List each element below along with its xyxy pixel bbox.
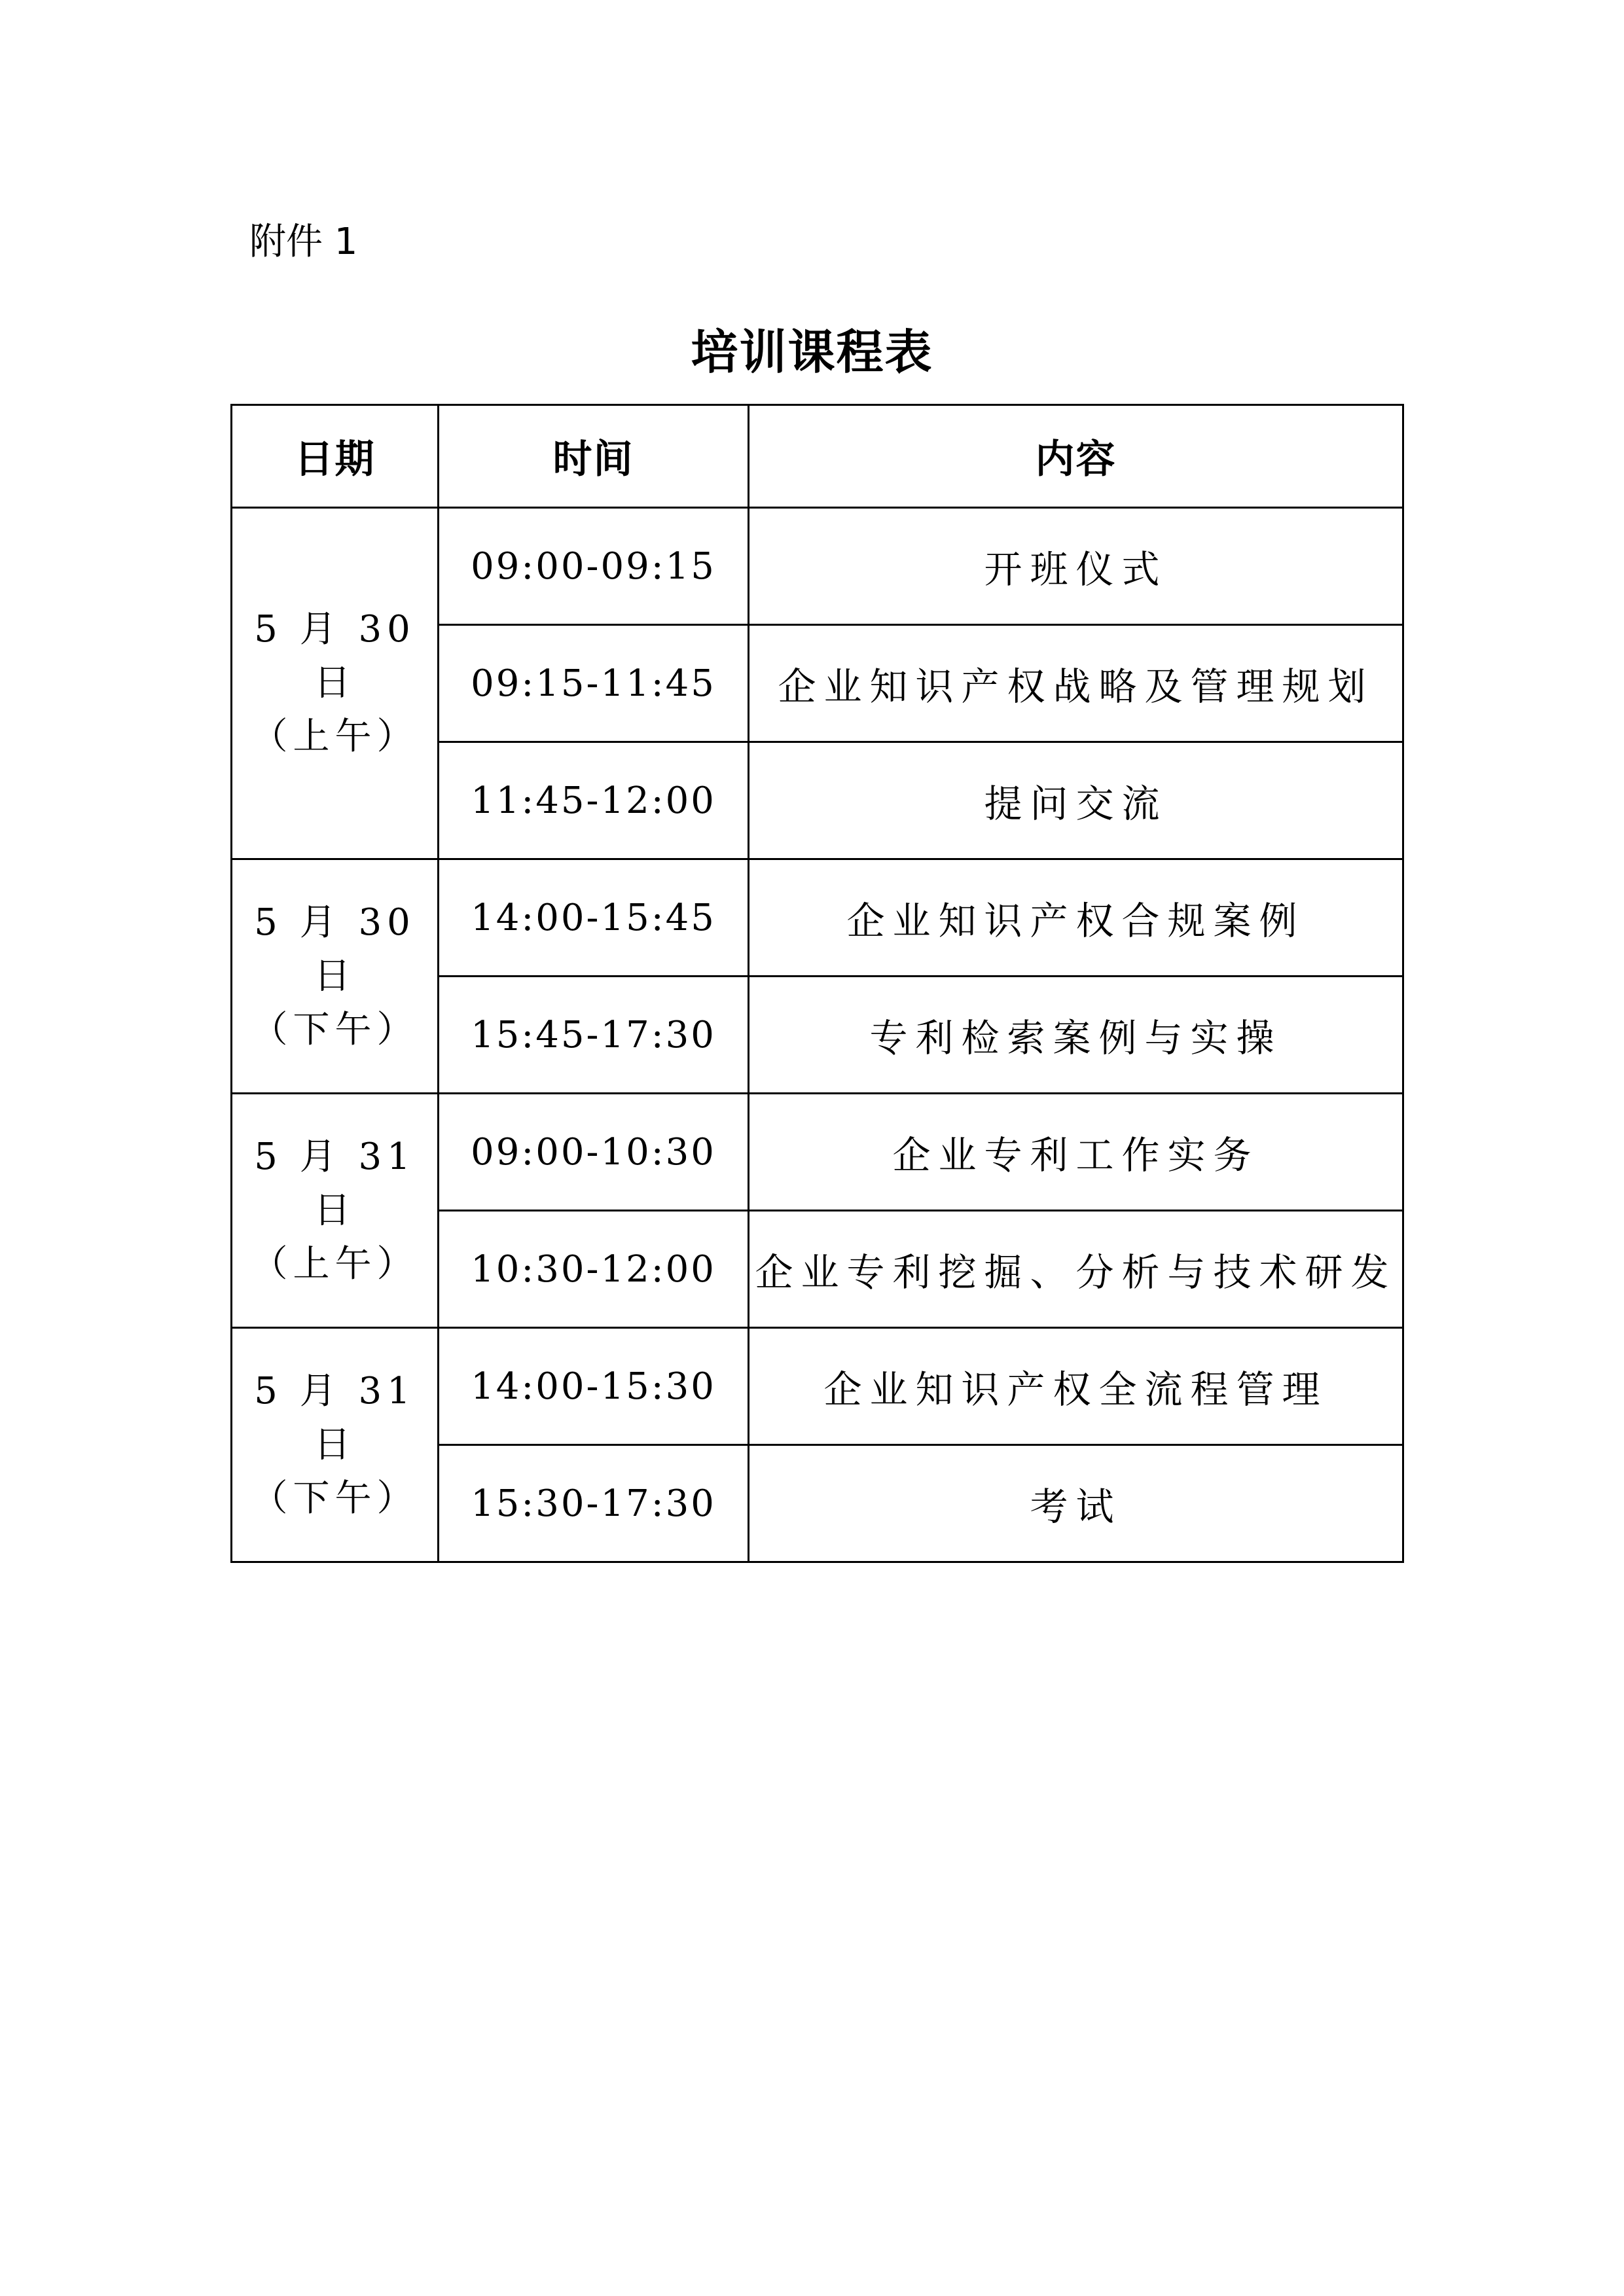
date-label: 5 月 31 日: [254, 1369, 416, 1466]
time-cell: 11:45-12:00: [439, 742, 749, 859]
header-content: 内容: [749, 405, 1403, 508]
date-label: 5 月 30 日: [254, 608, 416, 704]
content-cell: 企业知识产权战略及管理规划: [749, 625, 1403, 742]
table-row: [232, 1328, 1403, 1445]
content-cell: 提问交流: [749, 742, 1403, 859]
time-cell: 09:15-11:45: [439, 625, 749, 742]
content-cell: 考试: [749, 1445, 1403, 1562]
attachment-label: 附件 1: [249, 221, 358, 263]
date-label: 5 月 31 日: [254, 1135, 416, 1232]
time-cell: 10:30-12:00: [439, 1211, 749, 1328]
header-time: 时间: [439, 405, 749, 508]
header-date: 日期: [232, 405, 439, 508]
schedule-table: [230, 404, 1404, 1563]
content-cell: 企业知识产权全流程管理: [749, 1328, 1403, 1445]
content-cell: 企业专利工作实务: [749, 1094, 1403, 1211]
page-title: 培训课程表: [691, 325, 933, 380]
time-cell: 14:00-15:45: [439, 859, 749, 977]
date-cell: [232, 859, 439, 1094]
table-header-row: [232, 405, 1403, 508]
date-cell: [232, 1094, 439, 1328]
table-row: [232, 508, 1403, 625]
content-cell: 专利检索案例与实操: [749, 977, 1403, 1094]
time-cell: 14:00-15:30: [439, 1328, 749, 1445]
date-cell: [232, 1328, 439, 1562]
time-cell: 15:45-17:30: [439, 977, 749, 1094]
time-cell: 09:00-10:30: [439, 1094, 749, 1211]
period-label: （上午）: [251, 715, 419, 758]
date-cell: [232, 508, 439, 859]
period-label: （下午）: [251, 1008, 419, 1051]
time-cell: 15:30-17:30: [439, 1445, 749, 1562]
content-cell: 企业专利挖掘、分析与技术研发: [749, 1211, 1403, 1328]
period-label: （下午）: [251, 1477, 419, 1520]
date-label: 5 月 30 日: [254, 901, 416, 997]
period-label: （上午）: [251, 1242, 419, 1285]
table-row: [232, 1094, 1403, 1211]
table-row: [232, 859, 1403, 977]
content-cell: 开班仪式: [749, 508, 1403, 625]
content-cell: 企业知识产权合规案例: [749, 859, 1403, 977]
time-cell: 09:00-09:15: [439, 508, 749, 625]
